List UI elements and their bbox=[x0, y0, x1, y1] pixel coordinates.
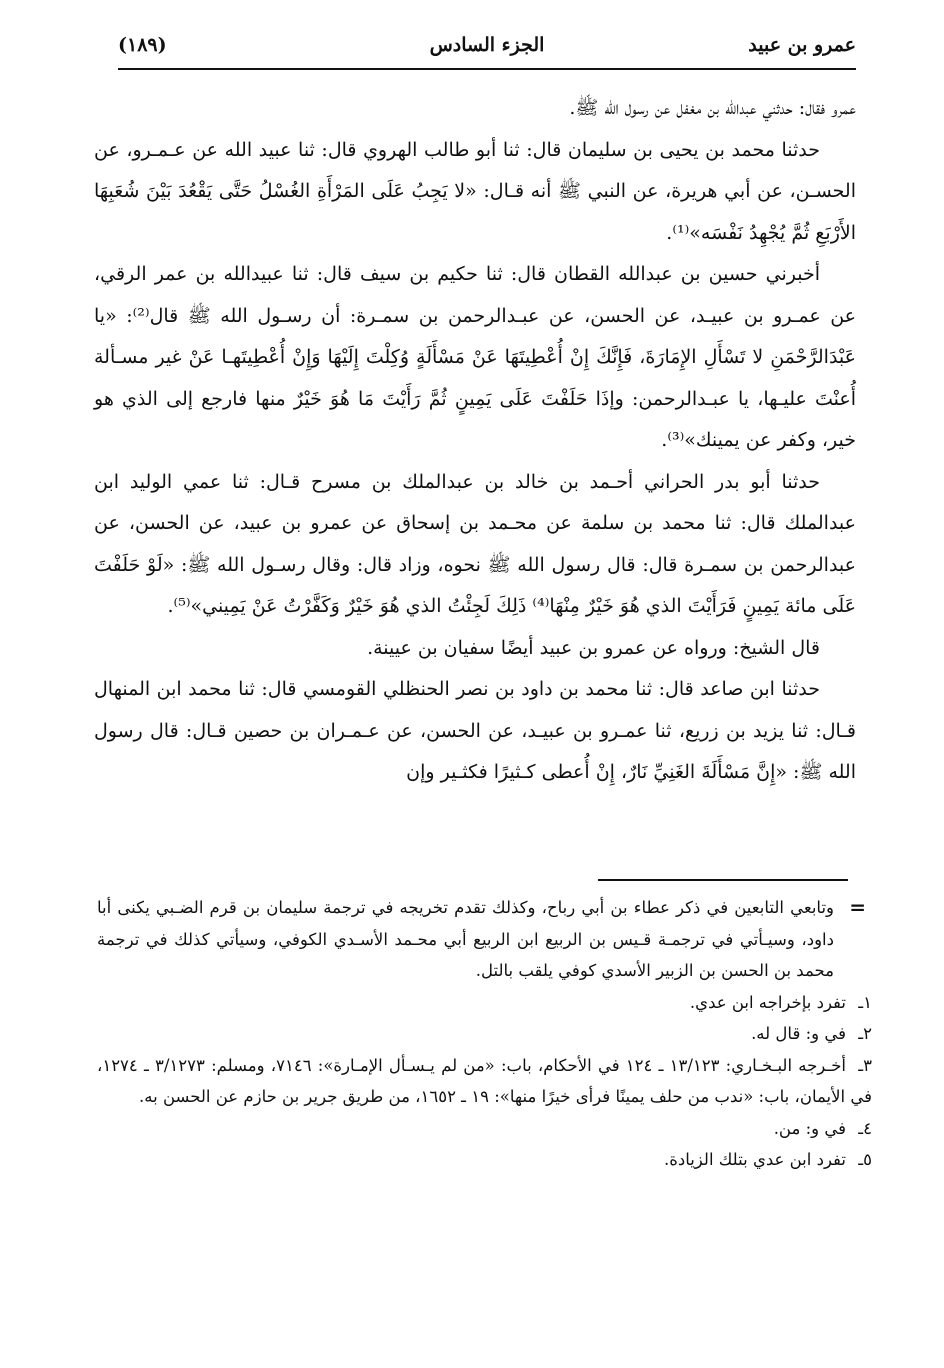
footnote bbox=[97, 1144, 872, 1176]
paragraph: حدثنا محمد بن يحيى بن سليمان قال: ثنا أبو طالب الهروي قال: ثنا عبيد الله عن عـمـرو، عن الحسـن، عن أبي هريرة، عن النبي ﷺ أنه قـال: «لا يَجِبُ عَلَى المَرْأَةِ الغُسْلُ حَتَّى يَقْعُدَ بَيْنَ شُعَبِهَا الأَرْبَعِ ثُمَّ يُجْهِدُ نَفْسَه»⁽¹⁾. bbox=[94, 138, 856, 244]
footnote-continuation bbox=[97, 892, 872, 987]
footnote-text: تفرد بإخراجه ابن عدي. bbox=[689, 992, 846, 1012]
main-text bbox=[94, 88, 856, 794]
paragraph: أخبرني حسين بن عبدالله القطان قال: ثنا حكيم بن سيف قال: ثنا عبيدالله بن عمر الرقي، عن عمـرو بن عبيـد، عن الحسن، عن عبـدالرحمن بن سمـرة: أن رسـول الله ﷺ قال⁽²⁾: «يا عَبْدَالرَّحْمَنِ لا تَسْأَلِ الإِمَارَةَ، فَإِنَّكَ إِنْ أُعْطِيتَهَا عَنْ مَسْأَلَةٍ وُكِلْتَ إِلَيْهَا وَإِنْ أُعْطِيتَهـا عَنْ غير مسـألة أُعنْتَ عليـها، يا عبـدالرحمن: وإذَا حَلَفْتَ عَلَى يَمِينٍ ثُمَّ رَأَيْتَ مَا هُوَ خَيْرٌ منها فارجع إلى الذي هو خير، وكفر عن يمينك»⁽³⁾. bbox=[94, 263, 857, 451]
volume-title: الجزء السادس bbox=[429, 34, 545, 56]
footnote-divider bbox=[598, 879, 848, 881]
paragraph: عمرو فقال: حدثني عبدالله بن مغفل عن رسول الله ﷺ. bbox=[569, 97, 856, 119]
paragraph: قال الشيخ: ورواه عن عمرو بن عبيد أيضًا سفيان بن عيينة. bbox=[367, 636, 820, 659]
footnote-continuation-text: وتابعي التابعين في ذكر عطاء بن أبي رباح، وكذلك تقدم تخريجه في ترجمة سليمان بن قرم الضـبي يكنى أبا داود، وسيـأتي في ترجمـة قـيس بن الربيع ابن الربيع أبي محـمد الأسـدي الكوفي، وسيأتي كذلك في ترجمة محمد بن الحسن بن الزبير الأسدي كوفي يلقب بالتل. bbox=[97, 898, 834, 980]
chapter-name: عمرو بن عبيد bbox=[748, 34, 856, 56]
footnote-number: ٥ـ bbox=[858, 1150, 872, 1169]
paragraph: حدثنا ابن صاعد قال: ثنا محمد بن داود بن نصر الحنظلي القومسي قال: ثنا محمد ابن المنهال قـال: ثنا يزيد بن زريع، ثنا عمـرو بن عبيـد، عن الحسن، عن عـمـران بن حصين قـال: قال رسول الله ﷺ: «إِنَّ مَسْأَلَةَ الغَنِيِّ نَارٌ، إِنْ أُعطى كـثيرًا فكثـير وإن bbox=[94, 678, 856, 783]
footnote-number: ٢ـ bbox=[858, 1024, 872, 1043]
footnote bbox=[97, 987, 872, 1019]
footnote-number: ١ـ bbox=[858, 992, 872, 1012]
page-number: (١٨٩) bbox=[118, 34, 167, 56]
footnote bbox=[97, 1113, 872, 1145]
footnote bbox=[97, 1018, 872, 1050]
footnote-text: أخـرجه البـخـاري: ١٣/١٢٣ ـ ١٢٤ في الأحكام، باب: «من لم يـسـأل الإمـارة»: ٧١٤٦، ومسلم: ٣/١٢٧٣ ـ ١٢٧٤، في الأيمان، باب: «ندب من حلف يمينًا فرأى خيرًا منها»: ١٩ ـ ١٦٥٢، من طريق جرير بن حازم عن الحسن به. bbox=[97, 1055, 872, 1106]
running-header bbox=[118, 28, 856, 70]
footnote-text: في و: قال له. bbox=[751, 1024, 846, 1043]
footnote bbox=[97, 1050, 872, 1113]
footnote-text: تفرد ابن عدي بتلك الزيادة. bbox=[663, 1150, 846, 1169]
paragraph: حدثنا أبو بدر الحراني أحـمد بن خالد بن عبدالملك بن مسرح قـال: ثنا عمي الوليد ابن عبدالملك قال: ثنا محمد بن سلمة عن محـمد بن إسحاق عن عمرو بن عبيد، عن الحسن، عن عبدالرحمن بن سمـرة قال: قال رسول الله ﷺ نحوه، وزاد قال: وقال رسـول الله ﷺ: «لَوْ حَلَفْتَ عَلَى مائة يَمِينٍ فَرَأَيْتَ الذي هُوَ خَيْرٌ مِنْهَا⁽⁴⁾ ذَلِكَ لَجِئْتُ الذي هُوَ خَيْرٌ وَكَفَّرْتُ عَنْ يَمِيني»⁽⁵⁾. bbox=[94, 470, 856, 617]
footnote-number: ٤ـ bbox=[858, 1118, 872, 1138]
continuation-mark: = bbox=[849, 895, 866, 919]
footnote-number: ٣ـ bbox=[858, 1055, 872, 1075]
footnotes bbox=[97, 892, 872, 1176]
footnote-text: في و: من. bbox=[773, 1118, 846, 1138]
